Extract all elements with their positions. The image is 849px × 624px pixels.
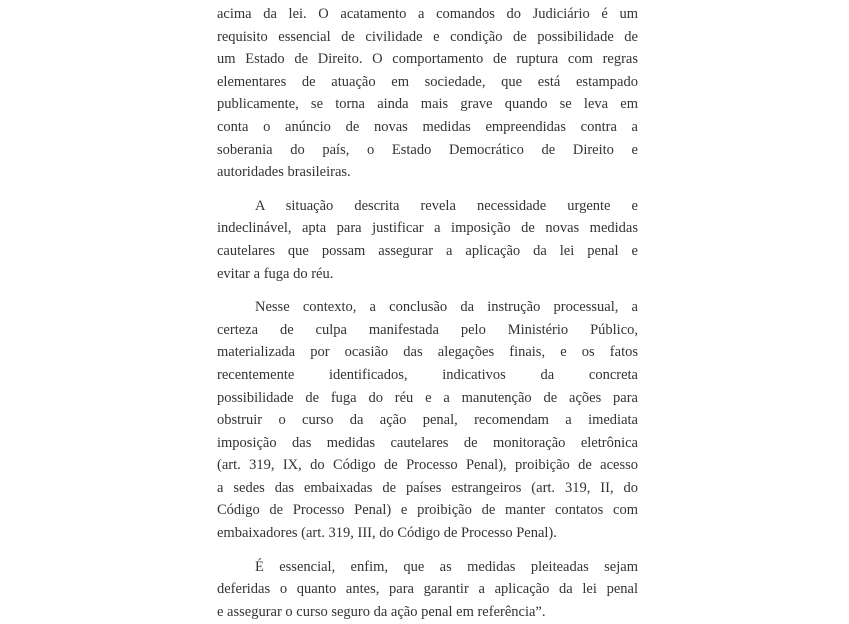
text-line: Nesse contexto, a conclusão da instrução processual, a (255, 299, 638, 316)
text-line: É essencial, enfim, que as medidas pleiteadas sejam (255, 558, 638, 575)
text-line: evitar a fuga do réu. (217, 265, 334, 282)
text-line: materializada por ocasião das alegações finais, e os fatos (217, 344, 638, 361)
paragraph (217, 3, 638, 184)
text-line: soberania do país, o Estado Democrático de Direito e (217, 141, 638, 158)
text-line: (art. 319, IX, do Código de Processo Penal), proibição de acesso (217, 457, 638, 474)
text-column (217, 3, 638, 624)
text-line: a sedes das embaixadas de países estrangeiros (art. 319, II, do (217, 479, 638, 496)
text-line: autoridades brasileiras. (217, 164, 351, 181)
paragraph (217, 296, 638, 545)
text-line: e assegurar o curso seguro da ação penal em referência”. (217, 603, 546, 620)
text-line: possibilidade de fuga do réu e a manutenção de ações para (217, 389, 638, 406)
text-line: imposição das medidas cautelares de monitoração eletrônica (217, 434, 638, 451)
text-line: obstruir o curso da ação penal, recomendam a imediata (217, 412, 638, 429)
text-line: certeza de culpa manifestada pelo Ministério Público, (217, 321, 638, 338)
text-line: cautelares que possam assegurar a aplicação da lei penal e (217, 242, 638, 259)
text-line: indeclinável, apta para justificar a imposição de novas medidas (217, 220, 638, 237)
text-line: elementares de atuação em sociedade, que está estampado (217, 73, 638, 90)
paragraph (217, 556, 638, 624)
text-line: acima da lei. O acatamento a comandos do Judiciário é um (217, 6, 638, 22)
text-line: embaixadores (art. 319, III, do Código de Processo Penal). (217, 525, 557, 542)
text-line: conta o anúncio de novas medidas empreendidas contra a (217, 118, 638, 135)
paragraph (217, 195, 638, 285)
text-line: publicamente, se torna ainda mais grave quando se leva em (217, 96, 638, 113)
text-line: um Estado de Direito. O comportamento de ruptura com regras (217, 51, 638, 68)
text-line: Código de Processo Penal) e proibição de manter contatos com (217, 502, 638, 519)
text-line: deferidas o quanto antes, para garantir a aplicação da lei penal (217, 581, 638, 598)
text-line: requisito essencial de civilidade e condição de possibilidade de (217, 28, 638, 45)
text-line: A situação descrita revela necessidade urgente e (255, 197, 638, 214)
text-line: recentemente identificados, indicativos da concreta (217, 366, 638, 383)
